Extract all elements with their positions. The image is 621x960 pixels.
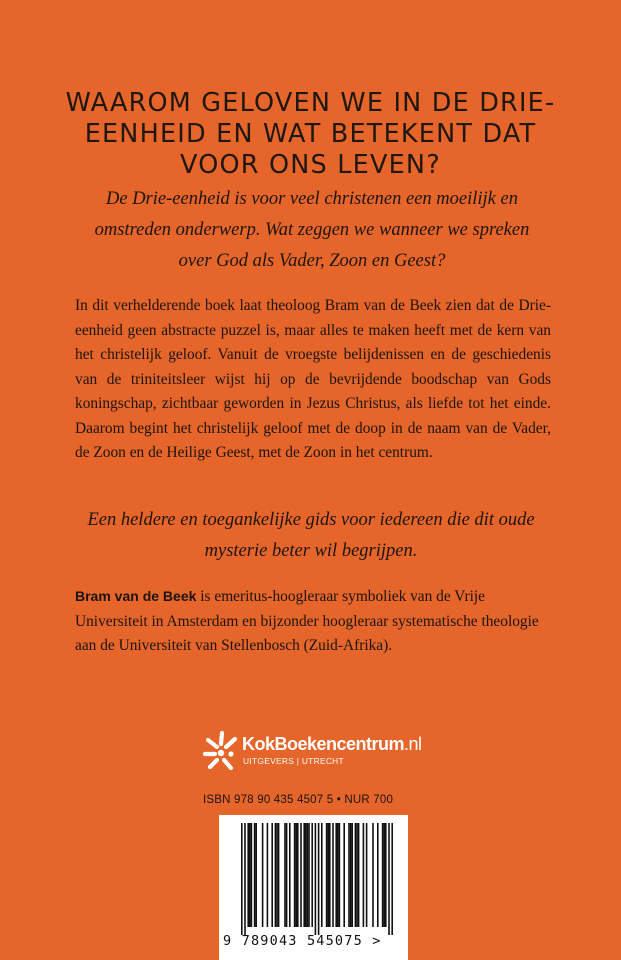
barcode-bar xyxy=(388,823,390,935)
barcode-bar xyxy=(284,823,286,927)
barcode-bar xyxy=(318,823,320,935)
barcode-bar xyxy=(356,823,358,927)
author-name: Bram van de Beek xyxy=(75,588,197,604)
barcode-bar xyxy=(289,823,291,927)
barcode-bar xyxy=(262,823,264,927)
barcode-bar xyxy=(315,823,317,935)
barcode-bar xyxy=(351,823,353,927)
barcode-bar xyxy=(271,823,273,927)
barcode-bar xyxy=(350,823,352,927)
barcode-digits: 9 789043 545075 > xyxy=(223,933,382,949)
barcode xyxy=(219,815,408,960)
barcode-bar xyxy=(286,823,288,927)
barcode-bar xyxy=(249,823,251,927)
barcode-bar xyxy=(337,823,339,927)
barcode-bar xyxy=(311,823,313,927)
barcode-bar xyxy=(251,823,253,927)
barcode-bar xyxy=(321,823,323,927)
barcode-bar xyxy=(303,823,305,927)
barcode-bar xyxy=(358,823,360,927)
barcode-bar xyxy=(343,823,345,927)
barcode-bar xyxy=(355,823,357,927)
barcode-bar xyxy=(276,823,278,927)
barcode-bar xyxy=(241,823,243,935)
publisher-logo xyxy=(202,730,502,774)
barcode-bar xyxy=(391,823,393,935)
publisher-name: KokBoekencentrum.nl xyxy=(242,734,422,754)
barcode-bar xyxy=(300,823,302,927)
barcode-bar xyxy=(377,823,379,927)
barcode-bar xyxy=(267,823,269,927)
barcode-bar xyxy=(382,823,384,927)
publisher-subtitle: UITGEVERS | UTRECHT xyxy=(243,756,344,766)
description-paragraph: In dit verhelderende boek laat theoloog Bram van de Beek zien dat de Drie-eenheid geen abstracte puzzel is, maar alles te maken heeft met de kern van het christelijk geloof. Vanuit de vroegste belijdenissen en de geschiedenis van de triniteitsleer wijst hij op de bevrijdende boodschap van Gods koningschap, zichtbaar geworden in Jezus Christus, als liefde tot het einde. Daarom begint het christelijk geloof met de doop in de naam van de Vader, de Zoon en de Heilige Geest, met de Zoon in het centrum. xyxy=(75,297,551,461)
kokboekencentrum-star-icon xyxy=(202,730,242,774)
barcode-bar xyxy=(307,823,309,927)
barcode-bar xyxy=(366,823,368,927)
barcode-bar xyxy=(255,823,257,927)
barcode-bar xyxy=(244,823,246,935)
barcode-bars xyxy=(229,823,399,935)
barcode-bar xyxy=(383,823,385,927)
barcode-bar xyxy=(305,823,307,927)
barcode-bar xyxy=(247,823,249,927)
tagline-quote: Een heldere en toegankelijke gids voor iedereen die dit oude mysterie beter wil begrijpen. xyxy=(87,510,535,561)
barcode-bar xyxy=(275,823,277,927)
cover-headline: WAAROM GELOVEN WE IN DE DRIE-EENHEID EN WAT BETEKENT DAT VOOR ONS LEVEN? xyxy=(65,88,556,180)
barcode-bar xyxy=(297,823,299,927)
barcode-bar xyxy=(308,823,310,927)
barcode-bar xyxy=(295,823,297,927)
barcode-bar xyxy=(372,823,374,927)
barcode-bar xyxy=(332,823,334,927)
isbn-line: ISBN 978 90 435 4507 5 • NUR 700 xyxy=(203,794,394,806)
author-bio-text: is emeritus-hoogleraar symboliek van de Vrije Universiteit in Amsterdam en bijzonder hoogleraar systematische theologie aan de Universiteit van Stellenbosch (Zuid-Afrika). xyxy=(75,588,539,654)
barcode-bar xyxy=(348,823,350,927)
barcode-bar xyxy=(326,823,328,927)
barcode-bar xyxy=(294,823,296,927)
barcode-bar xyxy=(363,823,365,927)
lead-paragraph: De Drie-eenheid is voor veel christenen een moeilijk en omstreden onderwerp. Wat zeggen we wanneer we spreken over God als Vader, Zoon en Geest? xyxy=(94,189,530,271)
barcode-bar xyxy=(278,823,280,927)
barcode-bar xyxy=(254,823,256,927)
barcode-bar xyxy=(329,823,331,927)
barcode-bar xyxy=(339,823,341,927)
barcode-bar xyxy=(327,823,329,927)
barcode-bar xyxy=(385,823,387,927)
author-bio xyxy=(75,584,551,659)
barcode-bar xyxy=(335,823,337,927)
